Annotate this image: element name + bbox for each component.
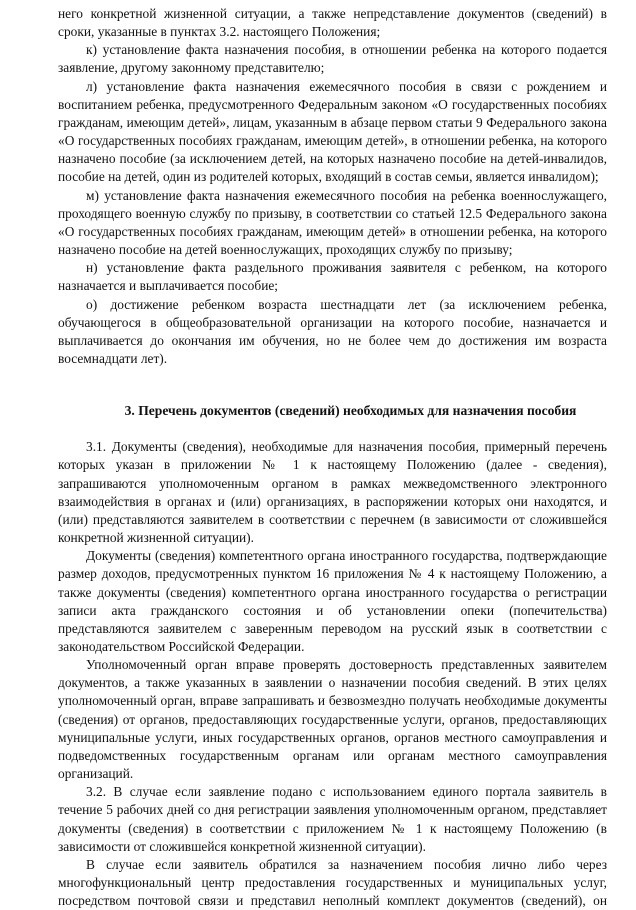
- paragraph-foreign-documents: Документы (сведения) компетентного органа иностранного государства, подтверждающие размер доходов, предусмотренных пунктом 16 приложения № 4 к настоящему Положению, а также документы (сведения) компетентного органа иностранного государства о регистрации записи акта гражданского состояния и об установлении опеки (попечительства) представляются заявителем с заверенным переводом на русский язык в соответствии с законодательством Российской Федерации.: [58, 548, 607, 654]
- paragraph-item-l: л) установление факта назначения ежемесячного пособия в связи с рождением и воспитанием ребенка, предусмотренного Федеральным законом «О государственных пособиях гражданам, имеющим детей», лицам, указанным в абзаце первом статьи 9 Федерального закона «О государственных пособиях гражданам, имеющим детей», в отношении ребенка, на которого назначено пособие (за исключением детей, на которых назначено пособие на детей-инвалидов, пособие на детей, один из родителей которых, входящий в состав семьи, является инвалидом);: [58, 78, 607, 185]
- paragraph-verification: Уполномоченный орган вправе проверять достоверность представленных заявителем документов, а также указанных в заявлении о назначении пособия сведений. В этих целях уполномоченный орган, вправе запрашивать и безвозмездно получать необходимые документы (сведения) от органов, предоставляющих государственные услуги, органов, предоставляющих муниципальные услуги, иных государственных органов, органов местного самоуправления и подведомственных государственным органам или органам местного самоуправления организаций.: [58, 657, 607, 782]
- section-3-heading: 3. Перечень документов (сведений) необходимых для назначения пособия: [124, 403, 577, 419]
- paragraph-continuation: него конкретной жизненной ситуации, а также непредставление документов (сведений) в сроки, указанные в пунктах 3.2. настоящего Положения;: [58, 6, 607, 40]
- paragraph-item-n: н) установление факта раздельного проживания заявителя с ребенком, на которого назначается и выплачивается пособие;: [58, 260, 607, 294]
- paragraph-3-2: 3.2. В случае если заявление подано с использованием единого портала заявитель в течение 5 рабочих дней со дня регистрации заявления уполномоченным органом, представляет документы (сведения) в соответствии с приложением № 1 к настоящему Положению (в зависимости от сложившейся конкретной жизненной ситуации).: [58, 784, 607, 854]
- paragraph-in-person: В случае если заявитель обратился за назначением пособия лично либо через многофункциональный центр предоставления государственных и муниципальных услуг, посредством почтовой связи и представил неполный комплект документов (сведений), он: [58, 856, 607, 909]
- paragraph-item-o: о) достижение ребенком возраста шестнадцати лет (за исключением ребенка, обучающегося в общеобразовательной организации на которого пособие, назначается и выплачивается до окончания им обучения, но не более чем до достижения им возраста восемнадцати лет).: [58, 296, 607, 366]
- paragraph-3-1: 3.1. Документы (сведения), необходимые для назначения пособия, примерный перечень которых указан в приложении № 1 к настоящему Положению (далее - сведения), запрашиваются уполномоченным органом в рамках межведомственного электронного взаимодействия в органах и (или) организациях, в распоряжении которых они находятся, и (или) представляются заявителем в соответствии с перечнем (в зависимости от сложившейся конкретной жизненной ситуации).: [58, 439, 607, 546]
- paragraph-item-m: м) установление факта назначения ежемесячного пособия на ребенка военнослужащего, проходящего военную службу по призыву, в соответствии со статьей 12.5 Федерального закона «О государственных пособиях гражданам, имеющим детей» в отношении ребенка, на которого назначено пособие на детей военнослужащих, проходящих службу по призыву;: [58, 187, 607, 258]
- document-page: [58, 5, 607, 910]
- paragraph-item-k: к) установление факта назначения пособия, в отношении ребенка на которого подается заявление, другому законному представителю;: [58, 42, 607, 76]
